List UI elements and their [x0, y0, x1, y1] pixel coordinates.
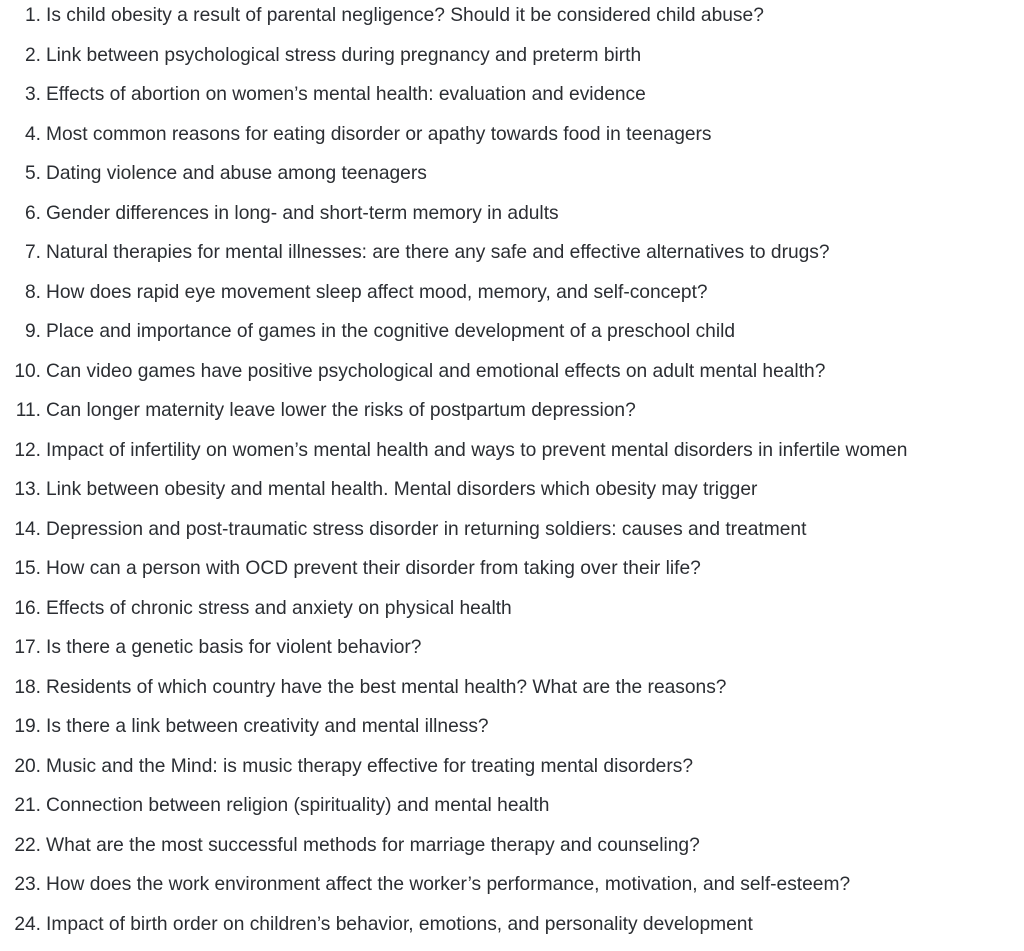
list-item — [0, 470, 1024, 510]
list-item-text: How does rapid eye movement sleep affect mood, memory, and self-concept? — [46, 281, 708, 303]
list-item-text: Residents of which country have the best mental health? What are the reasons? — [46, 676, 727, 698]
list-item-number: 11. — [15, 400, 41, 421]
list-item-number: 1. — [24, 5, 41, 26]
list-item — [0, 154, 1024, 194]
list-item-text: Is child obesity a result of parental negligence? Should it be considered child abuse? — [46, 5, 764, 26]
list-item-text: Connection between religion (spirituality) and mental health — [46, 795, 550, 816]
list-item-text: How does the work environment affect the worker’s performance, motivation, and self-esteem? — [46, 874, 851, 895]
list-item-text: Most common reasons for eating disorder or apathy towards food in teenagers — [46, 123, 712, 145]
list-item-number: 14. — [14, 518, 41, 540]
list-item — [0, 510, 1024, 550]
list-item-number: 7. — [24, 242, 41, 263]
list-item-text: Music and the Mind: is music therapy effective for treating mental disorders? — [46, 755, 693, 777]
list-item-number: 2. — [24, 44, 41, 66]
list-item-text: Place and importance of games in the cognitive development of a preschool child — [46, 321, 736, 342]
list-item-text: How can a person with OCD prevent their disorder from taking over their life? — [46, 558, 701, 579]
list-item-text: Can video games have positive psychological and emotional effects on adult mental health? — [46, 360, 826, 382]
list-item — [0, 391, 1024, 431]
list-item — [0, 0, 1024, 36]
list-item — [0, 431, 1024, 471]
list-item-text: Impact of birth order on children’s behavior, emotions, and personality development — [46, 913, 753, 935]
list-item-number: 4. — [24, 123, 41, 145]
list-item-number: 13. — [14, 479, 41, 500]
list-item-number: 20. — [14, 755, 41, 777]
list-item-text: Effects of abortion on women’s mental health: evaluation and evidence — [46, 84, 646, 105]
list-item-text: Link between obesity and mental health. Mental disorders which obesity may trigger — [46, 479, 758, 500]
list-item-number: 23. — [14, 874, 41, 895]
list-item-number: 10. — [14, 360, 41, 382]
list-item-text: Depression and post-traumatic stress disorder in returning soldiers: causes and treatment — [46, 518, 807, 540]
list-item — [0, 826, 1024, 866]
list-item-text: Dating violence and abuse among teenagers — [46, 163, 427, 184]
list-item-number: 21. — [14, 795, 41, 816]
list-item-text: Gender differences in long- and short-term memory in adults — [46, 202, 559, 224]
list-item-number: 6. — [24, 202, 41, 224]
list-item-text: Impact of infertility on women’s mental health and ways to prevent mental disorders in infertile women — [46, 439, 908, 461]
list-item-number: 3. — [24, 84, 41, 105]
list-item-number: 5. — [24, 163, 41, 184]
list-item — [0, 905, 1024, 945]
list-item-text: Is there a genetic basis for violent behavior? — [46, 637, 422, 658]
list-item — [0, 75, 1024, 115]
list-item-text: What are the most successful methods for marriage therapy and counseling? — [46, 834, 700, 856]
list-item-number: 19. — [14, 716, 41, 737]
list-item — [0, 549, 1024, 589]
list-item — [0, 233, 1024, 273]
list-item-number: 16. — [14, 597, 41, 619]
list-item — [0, 668, 1024, 708]
list-item — [0, 273, 1024, 313]
list-item-number: 9. — [24, 321, 41, 342]
list-item — [0, 865, 1024, 905]
list-item — [0, 786, 1024, 826]
list-item-text: Natural therapies for mental illnesses: are there any safe and effective alternatives to drugs? — [46, 242, 830, 263]
list-item-text: Effects of chronic stress and anxiety on physical health — [46, 597, 512, 619]
list-item — [0, 36, 1024, 76]
list-item — [0, 194, 1024, 234]
list-item — [0, 589, 1024, 629]
list-item — [0, 115, 1024, 155]
list-item — [0, 747, 1024, 787]
list-item-number: 8. — [24, 281, 41, 303]
list-item — [0, 707, 1024, 747]
list-item-number: 18. — [14, 676, 41, 698]
list-item-text: Is there a link between creativity and mental illness? — [46, 716, 489, 737]
list-item — [0, 628, 1024, 668]
list-item-text: Can longer maternity leave lower the risks of postpartum depression? — [46, 400, 636, 421]
list-item-number: 22. — [14, 834, 41, 856]
list-item-number: 17. — [14, 637, 41, 658]
list-item — [0, 352, 1024, 392]
list-item-text: Link between psychological stress during pregnancy and preterm birth — [46, 44, 642, 66]
list-item — [0, 312, 1024, 352]
list-item-number: 12. — [14, 439, 41, 461]
list-item-number: 15. — [14, 558, 41, 579]
list-item-number: 24. — [14, 913, 41, 935]
